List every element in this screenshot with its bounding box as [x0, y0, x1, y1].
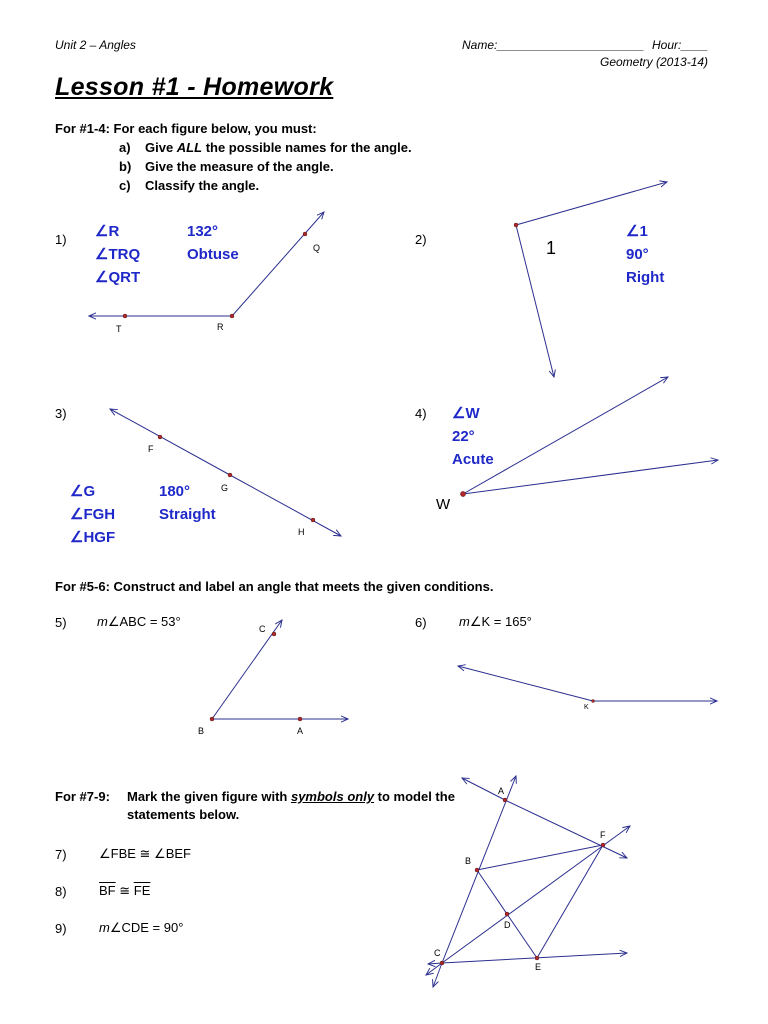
point-c5 [272, 632, 276, 636]
problem-3-number: 3) [55, 406, 67, 421]
point-c9 [440, 961, 444, 965]
statement-7-number: 7) [55, 847, 67, 862]
problem-1-number: 1) [55, 232, 67, 247]
problem-5-number: 5) [55, 615, 67, 630]
point-label-f9: F [600, 830, 606, 840]
step-a-letter: a) [119, 140, 131, 155]
angle-label-1: 1 [546, 238, 557, 258]
point-label-k: K [584, 704, 589, 711]
point-label-e9: E [535, 962, 542, 972]
figure-3-line [110, 409, 341, 536]
point-q [303, 232, 307, 236]
problem-1-names: ∠R ∠TRQ ∠QRT [95, 223, 141, 286]
part3-intro-text: Mark the given figure with symbols only to model the [127, 789, 455, 804]
point-h [311, 518, 315, 522]
problem-1-measure: 132° Obtuse [187, 223, 239, 263]
problem-3-names: ∠G ∠FGH ∠HGF [70, 483, 116, 546]
problem-3-measure: 180° Straight [159, 483, 216, 523]
point-label-w: W [436, 496, 451, 513]
point-label-a5: A [297, 726, 304, 736]
point-g [228, 473, 232, 477]
point-a9 [503, 798, 507, 802]
step-a-text: Give ALL the possible names for the angle. [145, 140, 412, 155]
figure-1-angle [89, 212, 324, 316]
point-label-q: Q [313, 243, 321, 253]
point-label-h: H [298, 527, 305, 537]
problem-4-answers: ∠W 22° Acute [452, 405, 494, 468]
page-title: Lesson #1 - Homework [55, 73, 334, 101]
unit-label: Unit 2 – Angles [55, 38, 136, 52]
point-label-a9: A [498, 786, 505, 796]
point-k [592, 700, 595, 703]
point-e9 [535, 956, 539, 960]
point-d9 [505, 912, 509, 916]
point-label-c5: C [259, 624, 266, 634]
point-label-f: F [148, 444, 154, 454]
point-w [460, 491, 465, 496]
hour-field[interactable]: Hour:____ [652, 38, 709, 52]
statement-9-text: m∠CDE = 90° [99, 920, 184, 935]
figure-5-angle [212, 620, 348, 719]
step-c-text: Classify the angle. [145, 178, 260, 193]
figure-6-angle [458, 666, 717, 701]
course-label: Geometry (2013-14) [600, 55, 709, 69]
figure-4-angle [463, 377, 718, 494]
point-vertex-1 [514, 223, 518, 227]
figure-2-angle [516, 182, 667, 377]
point-f9 [601, 843, 605, 847]
step-b-letter: b) [119, 159, 132, 174]
point-t [123, 314, 127, 318]
step-b-text: Give the measure of the angle. [145, 159, 334, 174]
point-label-r: R [217, 322, 224, 332]
part1-intro: For #1-4: For each figure below, you must: [55, 121, 317, 136]
part3-intro-line2: statements below. [127, 807, 240, 822]
figure-7-9-diagram [426, 776, 630, 987]
statement-7-text: ∠FBE ≅ ∠BEF [99, 846, 191, 861]
statement-8-text: $\overline{BF}$ ≅ $\overline{FE}$ [99, 883, 151, 898]
part2-intro: For #5-6: Construct and label an angle that meets the given conditions. [55, 579, 494, 594]
point-label-g: G [221, 483, 229, 493]
problem-2-answers: ∠1 90° Right [626, 223, 665, 286]
point-label-d9: D [504, 920, 511, 930]
point-label-b5: B [198, 726, 205, 736]
point-label-t: T [116, 324, 122, 334]
point-r [230, 314, 234, 318]
problem-6-number: 6) [415, 615, 427, 630]
point-a5 [298, 717, 302, 721]
name-field[interactable]: Name:______________________ [462, 38, 645, 52]
statement-9-number: 9) [55, 921, 67, 936]
problem-4-number: 4) [415, 406, 427, 421]
point-b9 [475, 868, 479, 872]
point-f [158, 435, 162, 439]
problem-5-condition: m∠ABC = 53° [97, 614, 181, 629]
point-label-c9: C [434, 948, 441, 958]
problem-6-condition: m∠K = 165° [459, 614, 532, 629]
step-c-letter: c) [119, 178, 131, 193]
part3-intro-label: For #7-9: [55, 789, 110, 804]
problem-2-number: 2) [415, 232, 427, 247]
statement-8-number: 8) [55, 884, 67, 899]
point-label-b9: B [465, 856, 472, 866]
point-b5 [210, 717, 214, 721]
